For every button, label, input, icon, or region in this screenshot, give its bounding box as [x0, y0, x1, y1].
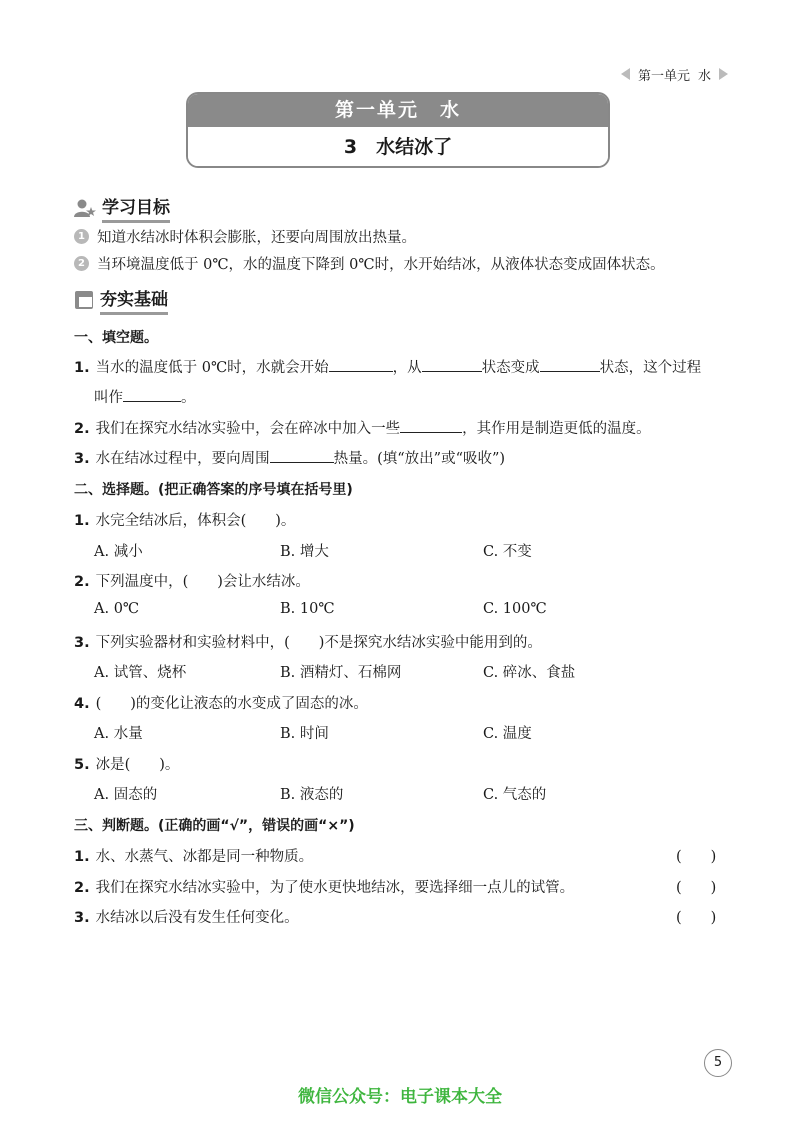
option-a[interactable]: A. 水量: [94, 726, 143, 742]
question-number: 2.: [74, 880, 90, 896]
lesson-title: 3 水结冰了: [188, 127, 608, 168]
title-box: [186, 92, 610, 168]
answer-parentheses[interactable]: ( ): [676, 910, 717, 926]
judge-question: [74, 876, 574, 897]
question-number: 5.: [74, 757, 90, 773]
option-a[interactable]: A. 减小: [94, 544, 143, 560]
choice-heading: 二、选择题。(把正确答案的序号填在括号里): [74, 482, 353, 498]
question-text: ，其作用是制造更低的温度。: [462, 421, 651, 437]
objective-text: 知道水结冰时体积会膨胀，还要向周围放出热量。: [97, 230, 416, 246]
question-number: 2.: [74, 574, 90, 590]
question-number: 3.: [74, 635, 90, 651]
question-text: ，从: [392, 360, 422, 376]
answer-blank[interactable]: [422, 357, 482, 372]
objective-text: 当环境温度低于 0℃，水的温度下降到 0℃时，水开始结冰，从液体状态变成固体状态。: [97, 257, 665, 273]
option-a[interactable]: A. 试管、烧杯: [94, 665, 187, 681]
objective-item: [74, 226, 416, 247]
option-b[interactable]: B. 10℃: [280, 601, 335, 617]
option-a[interactable]: A. 0℃: [94, 601, 140, 617]
running-header: [621, 64, 728, 84]
question-text: 水结冰以后没有发生任何变化。: [95, 910, 299, 926]
question-text: 水完全结冰后，体积会( )。: [95, 513, 296, 529]
answer-parentheses[interactable]: ( ): [676, 880, 717, 896]
question-text: 叫作: [94, 390, 123, 406]
page-number: 5: [704, 1049, 732, 1077]
question-number: 4.: [74, 696, 90, 712]
option-c[interactable]: C. 气态的: [483, 787, 547, 803]
option-c[interactable]: C. 温度: [483, 726, 532, 742]
option-b[interactable]: B. 酒精灯、石棉网: [280, 665, 402, 681]
choice-question: [74, 570, 310, 591]
option-b[interactable]: B. 时间: [280, 726, 329, 742]
left-triangle-icon: [621, 68, 630, 80]
answer-blank[interactable]: [540, 357, 600, 372]
question-text: 冰是( )。: [95, 757, 180, 773]
choice-question: [74, 753, 179, 774]
option-b[interactable]: B. 液态的: [280, 787, 344, 803]
fill-question-3: [74, 447, 505, 468]
option-c[interactable]: C. 碎冰、食盐: [483, 665, 576, 681]
question-text: ( )的变化让液态的水变成了固态的冰。: [95, 696, 368, 712]
question-text: 下列实验器材和实验材料中，( )不是探究水结冰实验中能用到的。: [95, 635, 542, 651]
question-text: 状态，这个过程: [599, 360, 702, 376]
question-text: 下列温度中，( )会让水结冰。: [95, 574, 310, 590]
option-b[interactable]: B. 增大: [280, 544, 329, 560]
question-number: 3.: [74, 910, 90, 926]
question-text: 热量。(填“放出”或“吸收”): [333, 451, 506, 467]
book-icon: [74, 290, 94, 310]
footer-watermark: 微信公众号：电子课本大全: [298, 1087, 502, 1107]
question-number: 1.: [74, 360, 90, 376]
objective-number: 2: [74, 256, 89, 271]
choice-question: [74, 509, 295, 530]
answer-parentheses[interactable]: ( ): [676, 849, 717, 865]
answer-blank[interactable]: [329, 357, 393, 372]
right-triangle-icon: [719, 68, 728, 80]
judge-question: [74, 845, 313, 866]
question-number: 3.: [74, 451, 90, 467]
question-number: 1.: [74, 513, 90, 529]
objectives-heading-label: 学习目标: [102, 193, 170, 223]
question-text: 当水的温度低于 0℃时，水就会开始: [95, 360, 329, 376]
question-text: 我们在探究水结冰实验中，为了使水更快地结冰，要选择细一点儿的试管。: [95, 880, 575, 896]
header-unit: 第一单元: [637, 68, 690, 84]
objective-number: 1: [74, 229, 89, 244]
unit-title: 第一单元 水: [188, 94, 608, 127]
objectives-heading: [74, 193, 170, 223]
choice-question: [74, 692, 368, 713]
learner-icon: [74, 198, 96, 218]
basics-heading: [74, 285, 168, 315]
fill-question-2: [74, 417, 651, 438]
option-c[interactable]: C. 100℃: [483, 601, 547, 617]
basics-heading-label: 夯实基础: [100, 285, 168, 315]
answer-blank[interactable]: [123, 387, 181, 402]
fill-heading: 一、填空题。: [74, 330, 158, 346]
question-text: 我们在探究水结冰实验中，会在碎冰中加入一些: [95, 421, 401, 437]
question-number: 2.: [74, 421, 90, 437]
question-text: 水在结冰过程中，要向周围: [95, 451, 270, 467]
option-c[interactable]: C. 不变: [483, 544, 532, 560]
choice-question: [74, 631, 542, 652]
judge-question: [74, 906, 299, 927]
fill-question-1: [74, 356, 701, 377]
header-topic: 水: [697, 68, 711, 84]
judge-heading: 三、判断题。(正确的画“√”，错误的画“×”): [74, 818, 355, 834]
question-number: 1.: [74, 849, 90, 865]
fill-question-1-cont: [94, 386, 196, 407]
question-text: 。: [181, 390, 196, 406]
question-text: 状态变成: [481, 360, 540, 376]
answer-blank[interactable]: [400, 418, 462, 433]
objective-item: [74, 253, 665, 274]
option-a[interactable]: A. 固态的: [94, 787, 158, 803]
question-text: 水、水蒸气、冰都是同一种物质。: [95, 849, 314, 865]
answer-blank[interactable]: [270, 448, 334, 463]
